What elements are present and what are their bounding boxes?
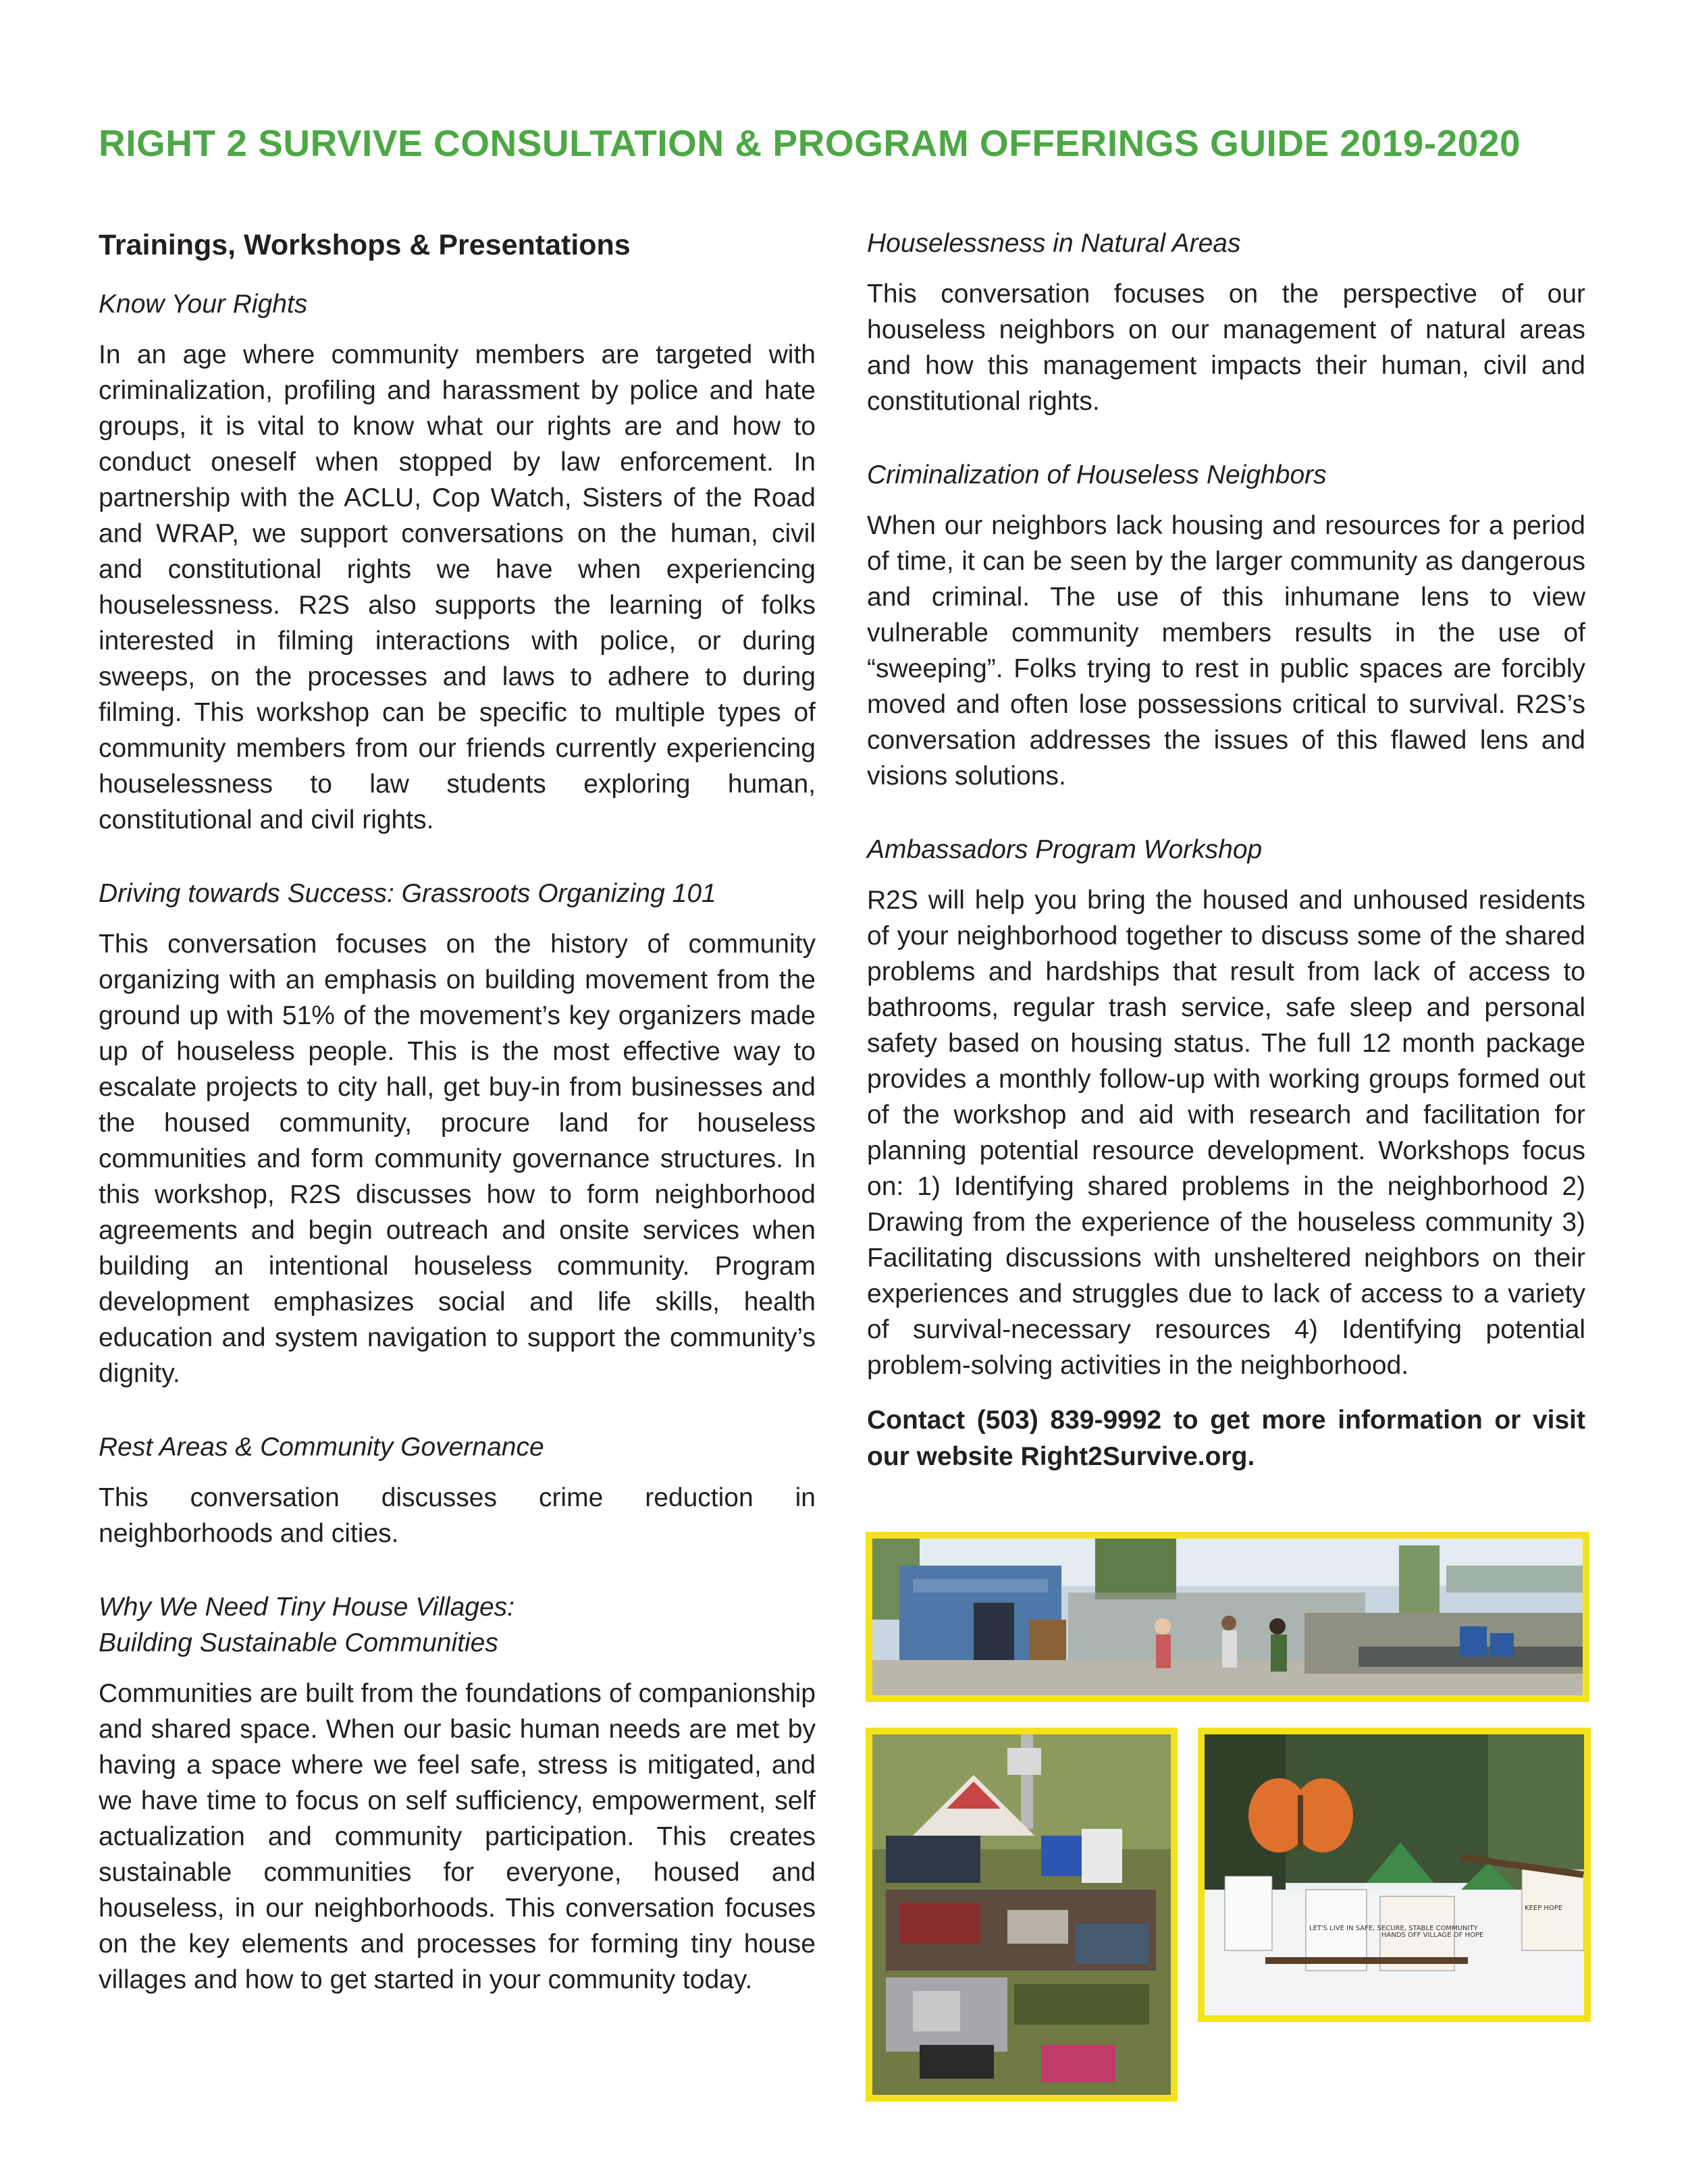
sign-edge-text: KEEP HOPE bbox=[1525, 1905, 1563, 1912]
tiny-house-villages-title-line2: Building Sustainable Communities bbox=[99, 1628, 498, 1657]
rest-areas-title: Rest Areas & Community Governance bbox=[99, 1432, 544, 1462]
natural-areas-title: Houselessness in Natural Areas bbox=[867, 229, 1241, 258]
know-your-rights-body: In an age where community members are targeted with criminalization, profiling and harassment by police and hate groups, it is vital to know what our rights are and how to conduct oneself when stopped by law enforcement. In partnership with the ACLU, Cop Watch, Sisters of the Road and WRAP, we support conversations on the human, civil and constitutional rights we have when experiencing houselessness. R2S also supports the learning of folks interested in filming interactions with police, or during sweeps, on the processes and laws to adhere to during filming. This workshop can be specific to multiple types of community members from our friends currently experiencing houselessness to law students exploring human, constitutional and civil rights. bbox=[99, 340, 816, 834]
tiny-house-villages-title-line1: Why We Need Tiny House Villages: bbox=[99, 1592, 515, 1622]
grassroots-organizing-title: Driving towards Success: Grassroots Organizing 101 bbox=[99, 878, 716, 908]
campsite-photo-image bbox=[872, 1734, 1171, 2095]
natural-areas-body: This conversation focuses on the perspective of our houseless neighbors on our management of natural areas and how this management impacts their human, civil and constitutional rights. bbox=[867, 279, 1585, 416]
right-column bbox=[867, 221, 1585, 1475]
street-photo bbox=[866, 1532, 1589, 1702]
tiny-house-villages-body: Communities are built from the foundations of companionship and shared space. When our basic human needs are met by having a space where we feel safe, stress is mitigated, and we have time to focus on self sufficiency, empowerment, self actualization and community participation. This creates sustainable communities for everyone, housed and houseless, in our neighborhoods. This conversation focuses on the key elements and processes for forming tiny house villages and how to get started in your community today. bbox=[99, 1678, 816, 1994]
ambassadors-title: Ambassadors Program Workshop bbox=[867, 835, 1263, 864]
street-photo-image bbox=[872, 1539, 1583, 1695]
village-signs-photo bbox=[1198, 1728, 1591, 2022]
criminalization-title: Criminalization of Houseless Neighbors bbox=[867, 460, 1327, 489]
sign-left-text: LET'S LIVE IN SAFE, SECURE, STABLE COMMUNITY bbox=[1309, 1925, 1478, 1932]
section-heading: Trainings, Workshops & Presentations bbox=[99, 229, 631, 261]
page-title: RIGHT 2 SURVIVE CONSULTATION & PROGRAM OFFERINGS GUIDE 2019-2020 bbox=[99, 122, 1521, 164]
village-signs-photo-image bbox=[1205, 1734, 1584, 2015]
contact-info: Contact (503) 839-9992 to get more information or visit our website Right2Survive.org. bbox=[867, 1406, 1585, 1471]
know-your-rights-title: Know Your Rights bbox=[99, 289, 308, 319]
criminalization-body: When our neighbors lack housing and resources for a period of time, it can be seen by the larger community as dangerous and criminal. The use of this inhumane lens to view vulnerable community members results in the use of “sweeping”. Folks trying to rest in public spaces are forcibly moved and often lose possessions critical to survival. R2S’s conversation addresses the issues of this flawed lens and visions solutions. bbox=[867, 511, 1585, 791]
campsite-photo bbox=[866, 1728, 1178, 2102]
left-column bbox=[99, 221, 816, 2035]
sign-right-text: HANDS OFF VILLAGE OF HOPE bbox=[1381, 1932, 1484, 1939]
tiny-house-villages-title bbox=[99, 1589, 816, 1661]
grassroots-organizing-body: This conversation focuses on the history of community organizing with an emphasis on building movement from the ground up with 51% of the movement’s key organizers made up of houseless people. This is the most effective way to escalate projects to city hall, get buy-in from businesses and the housed community, procure land for houseless communities and form community governance structures. In this workshop, R2S discusses how to form neighborhood agreements and begin outreach and onsite services when building an intentional houseless community. Program development emphasizes social and life skills, health education and system navigation to support the community’s dignity. bbox=[99, 929, 816, 1388]
ambassadors-body: R2S will help you bring the housed and unhoused residents of your neighborhood together to discuss some of the shared problems and hardships that result from lack of access to bathrooms, regular trash service, safe sleep and personal safety based on housing status. The full 12 month package provides a monthly follow-up with working groups formed out of the workshop and aid with research and facilitation for planning potential resource development. Workshops focus on: 1) Identifying shared problems in the neighborhood 2) Drawing from the experience of the houseless community 3) Facilitating discussions with unsheltered neighbors on their experiences and struggles due to lack of access to a variety of survival-necessary resources 4) Identifying potential problem-solving activities in the neighborhood. bbox=[867, 886, 1585, 1380]
rest-areas-body: This conversation discusses crime reduction in neighborhoods and cities. bbox=[99, 1483, 816, 1548]
